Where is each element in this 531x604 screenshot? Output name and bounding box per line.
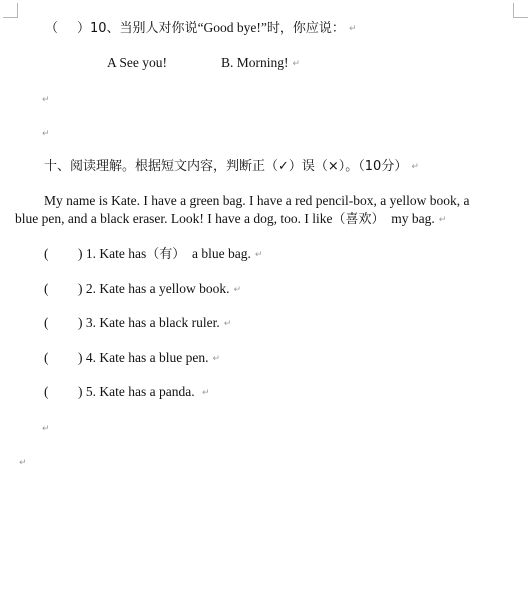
q10-close-paren: ） [77,21,91,36]
paragraph-mark-icon: ↵ [254,250,263,260]
paragraph-mark-icon: ↵ [411,162,419,172]
item-text: 3. Kate has a black ruler. [85,315,220,330]
paragraph-mark-icon: ↵ [348,24,357,34]
empty-paragraph [19,453,27,472]
item-text-b: a blue bag. [192,246,251,261]
passage-cjk-gloss: （喜欢） [332,212,385,227]
option-a: A See you! [107,55,167,70]
item-text: 4. Kate has a blue pen. [85,350,209,365]
paragraph-mark-icon: ↵ [42,424,50,434]
answer-paren-open: ( [44,384,49,399]
q10-suffix: 时，你应说： [266,21,345,36]
option-b: B. Morning! [221,55,289,70]
passage-text-1: My name is Kate. I have a green bag. I have a red pencil-box, a yellow book, a [44,193,470,208]
item-text: 1. Kate has [85,246,147,261]
question-10 [45,19,356,38]
empty-paragraph [42,419,50,438]
q10-open-paren: （ [45,21,59,36]
paragraph-mark-icon: ↵ [438,215,447,225]
list-item [44,349,220,368]
answer-paren-close: ) [78,384,83,399]
paragraph-mark-icon: ↵ [292,59,301,69]
passage-line-1 [44,192,469,210]
empty-paragraph [42,90,50,109]
list-item [44,280,241,299]
list-item [44,245,262,264]
answer-paren-close: ) [78,350,83,365]
item-cjk-gloss: （有） [146,247,186,262]
answer-paren-open: ( [44,246,49,261]
q10-prefix: 10、当别人对你说 [90,21,198,36]
paragraph-mark-icon: ↵ [233,285,242,295]
list-item [44,314,231,333]
paragraph-mark-icon: ↵ [19,458,27,468]
page-corner-mark-right [513,3,528,18]
empty-paragraph [42,124,50,143]
section-title-text: 十、阅读理解。根据短文内容，判断正（✓）误（×）。（10分） [44,159,408,174]
paragraph-mark-icon: ↵ [212,354,221,364]
question-10-options [107,54,300,73]
page-corner-mark-left [3,3,18,18]
paragraph-mark-icon: ↵ [223,319,232,329]
answer-paren-open: ( [44,281,49,296]
item-text: 2. Kate has a yellow book. [85,281,230,296]
answer-paren-open: ( [44,315,49,330]
passage-line-2 [15,210,446,229]
answer-paren-open: ( [44,350,49,365]
q10-quote: “Good bye!” [197,20,267,35]
answer-paren-close: ) [78,315,83,330]
item-text: 5. Kate has a panda. [85,384,195,399]
passage-text-2a: blue pen, and a black eraser. Look! I have a dog, too. I like [15,211,333,226]
paragraph-mark-icon: ↵ [42,129,50,139]
answer-paren-close: ) [78,246,83,261]
passage-text-2b: my bag. [391,211,435,226]
paragraph-mark-icon: ↵ [42,95,50,105]
section-title [44,157,419,176]
answer-paren-close: ) [78,281,83,296]
paragraph-mark-icon: ↵ [201,388,210,398]
list-item [44,383,210,402]
